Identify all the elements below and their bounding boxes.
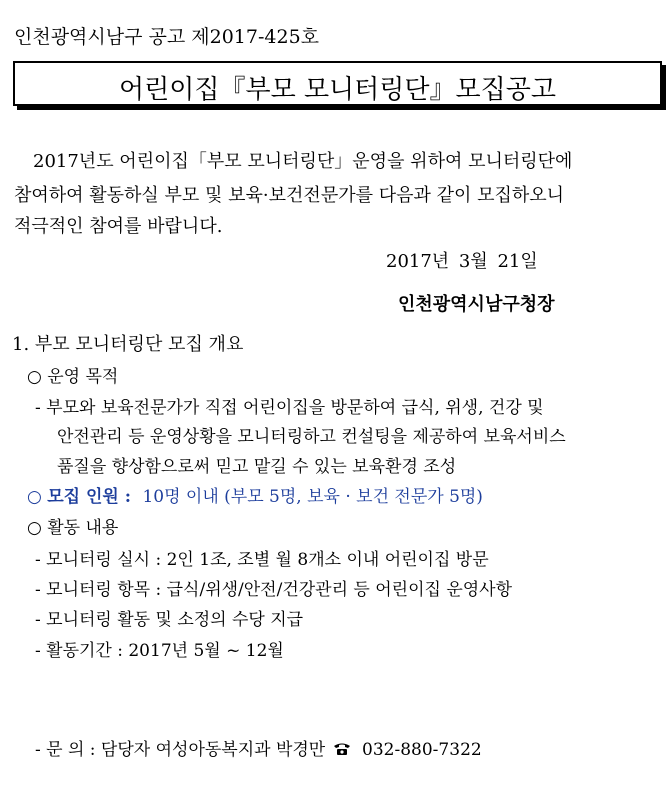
activity-label: 활동 내용 <box>47 518 119 538</box>
bullet-marker: ○ <box>27 367 42 387</box>
activity-item-2: - 모니터링 항목 : 급식/위생/안전/건강관리 등 어린이집 운영사항 <box>35 580 513 600</box>
activity-heading <box>27 513 118 538</box>
activity-item-1: - 모니터링 실시 : 2인 1조, 조별 월 8개소 이내 어린이집 방문 <box>35 550 489 570</box>
purpose-line-1: - 부모와 보육전문가가 직접 어린이집을 방문하여 급식, 위생, 건강 및 <box>35 398 544 418</box>
recruit-value: 10명 이내 (부모 5명, 보육 · 보건 전문가 5명) <box>142 487 483 507</box>
telephone-icon <box>333 741 351 755</box>
purpose-line-3: 품질을 향상함으로써 믿고 맡길 수 있는 보육환경 조성 <box>57 457 457 477</box>
section-heading: 1. 부모 모니터링단 모집 개요 <box>12 334 244 355</box>
notice-number: 인천광역시남구 공고 제2017-425호 <box>14 26 320 48</box>
activity-item-4: - 활동기간 : 2017년 5월 ~ 12월 <box>35 641 284 661</box>
contact-phone[interactable]: 032-880-7322 <box>362 740 482 760</box>
contact-prefix: - 문 의 : 담당자 여성아동복지과 박경만 <box>35 740 326 760</box>
title-box <box>13 61 662 106</box>
bullet-marker: ○ <box>27 487 42 507</box>
contact-line <box>35 735 482 760</box>
purpose-heading <box>27 362 118 387</box>
issuer: 인천광역시남구청장 <box>398 294 555 315</box>
intro-line-3: 적극적인 참여를 바랍니다. <box>14 216 223 237</box>
notice-title: 어린이집『부모 모니터링단』모집공고 <box>118 75 556 105</box>
bullet-marker: ○ <box>27 518 42 538</box>
intro-line-1: 2017년도 어린이집「부모 모니터링단」운영을 위하여 모니터링단에 <box>33 151 573 172</box>
purpose-line-2: 안전관리 등 운영상황을 모니터링하고 컨설팅을 제공하여 보육서비스 <box>57 427 566 447</box>
recruit-line <box>27 482 483 507</box>
activity-item-3: - 모니터링 활동 및 소정의 수당 지급 <box>35 610 304 630</box>
notice-date: 2017년 3월 21일 <box>386 251 538 272</box>
recruit-label: 모집 인원 : <box>47 487 132 507</box>
purpose-label: 운영 목적 <box>47 367 119 387</box>
intro-line-2: 참여하여 활동하실 부모 및 보육·보건전문가를 다음과 같이 모집하오니 <box>14 185 565 206</box>
